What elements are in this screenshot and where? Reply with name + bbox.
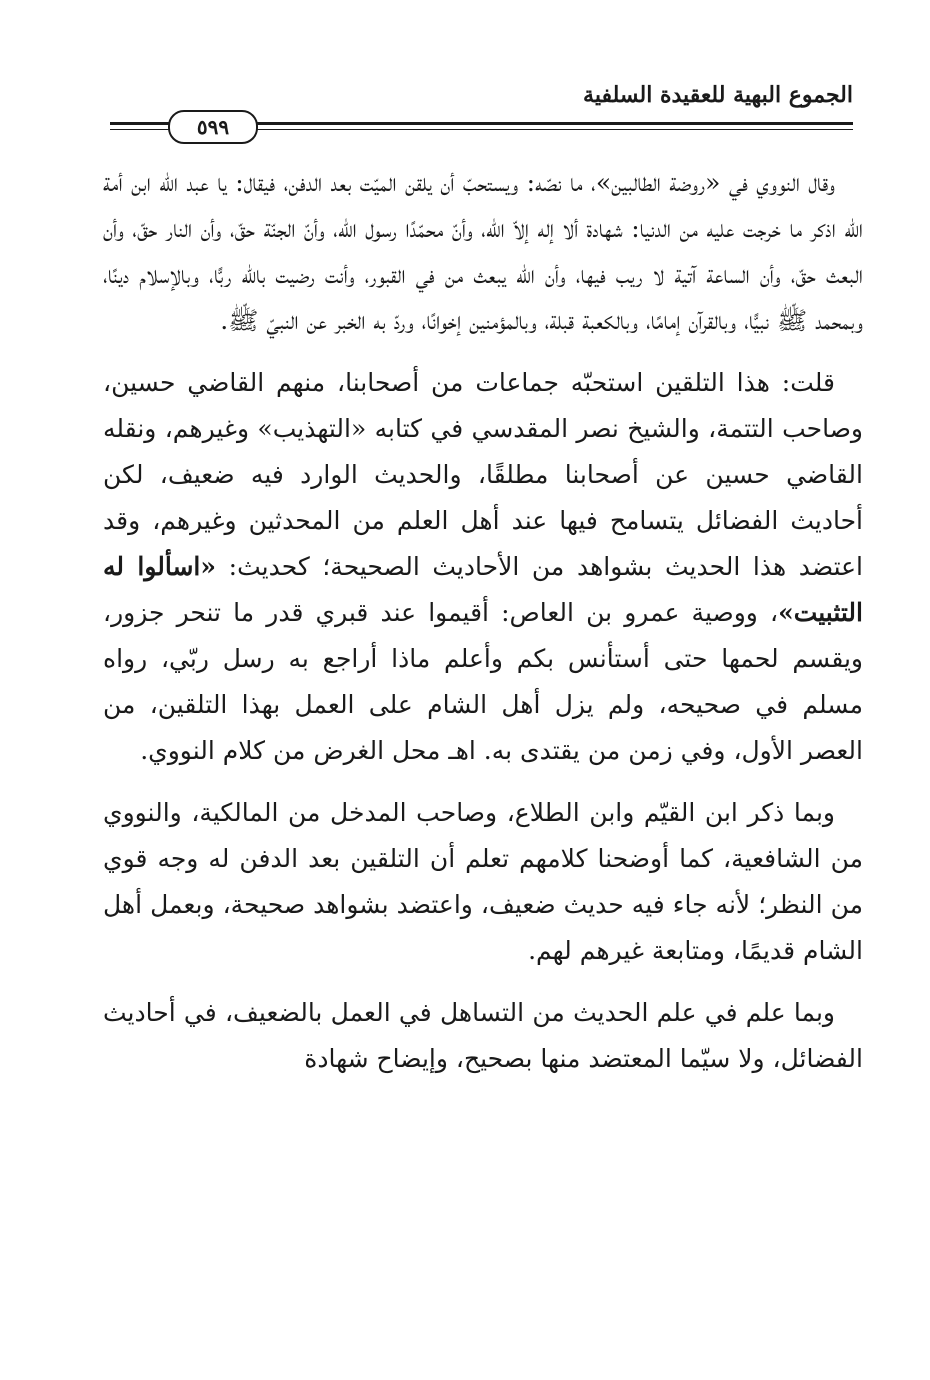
page-body bbox=[103, 160, 863, 1082]
page-number: ٥٩٩ bbox=[168, 110, 258, 144]
paragraph-continuation: وبما علم في علم الحديث من التساهل في العمل بالضعيف، في أحاديث الفضائل، ولا سيّما المعتضد منها بصحيح، وإيضاح شهادة bbox=[103, 998, 863, 1073]
hadith-quote-bold: «اسألوا له التثبيت» bbox=[103, 552, 863, 627]
paragraph-text-before: قلت: هذا التلقين استحبّه جماعات من أصحابنا، منهم القاضي حسين، وصاحب التتمة، والشيخ نصر المقدسي في كتابه «التهذيب» وغيرهم، ونقله القاضي حسين عن أصحابنا مطلقًا، والحديث الوارد فيه ضعيف، لكن أحاديث الفضائل يتسامح فيها عند أهل العلم من المحدثين وغيرهم، وقد اعتضد هذا الحديث بشواهد من الأحاديث الصحيحة؛ كحديث: bbox=[103, 368, 864, 581]
paragraph-text-after: ، ووصية عمرو بن العاص: أقيموا عند قبري قدر ما تنحر جزور، ويقسم لحمها حتى أستأنس بكم وأعلم ماذا أراجع به رسل ربّي، رواه مسلم في صحيحه، ولم يزل أهل الشام على العمل بهذا التلقين، من العصر الأول، وفي زمن من يقتدى به. اهـ محل الغرض من كلام النووي. bbox=[103, 598, 863, 765]
paragraph-nawawi-quote: وقال النووي في «روضة الطالبين»، ما نصّه: ويستحبّ أن يلقن الميّت بعد الدفن، فيقال: يا عبد اللّه ابن أمة اللّه اذكر ما خرجت عليه من الدنيا: شهادة ألا إله إلاّ اللّه، وأنّ محمّدًا رسول اللّه، وأنّ الجنّة حقّ، وأن النار حقّ، وأن البعث حقّ، وأن الساعة آتية لا ريب فيها، وأن اللّه يبعث من في القبور، وأنت رضيت باللّه ربًّا، وبالإسلام دينًا، وبمحمد ﷺ نبيًّا، وبالقرآن إمامًا، وبالكعبة قبلة، وبالمؤمنين إخوانًا، وردّ به الخبر عن النبيّ ﷺ. bbox=[103, 168, 863, 335]
running-title: الجموع البهية للعقيدة السلفية bbox=[583, 82, 853, 108]
page-header bbox=[110, 80, 853, 150]
paragraph-nawawi-comment bbox=[103, 360, 863, 774]
paragraph-conclusion: وبما ذكر ابن القيّم وابن الطلاع، وصاحب المدخل من المالكية، والنووي من الشافعية، كما أوضحنا كلامهم تعلم أن التلقين بعد الدفن له وجه قوي من النظر؛ لأنه جاء فيه حديث ضعيف، واعتضد بشواهد صحيحة، وبعمل أهل الشام قديمًا، ومتابعة غيرهم لهم. bbox=[103, 798, 863, 965]
